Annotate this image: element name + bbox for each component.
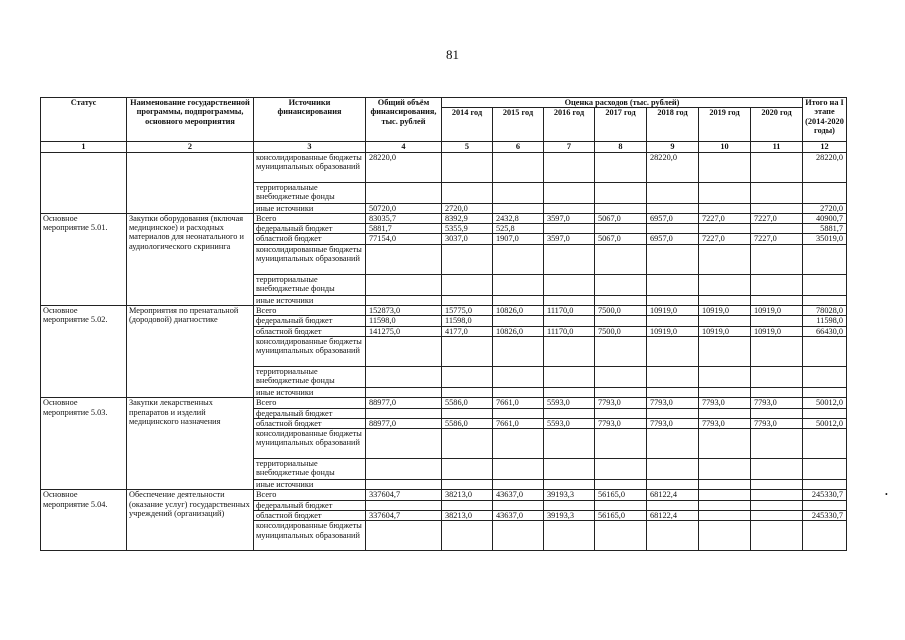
year-value-cell [442, 408, 493, 418]
total-cell: 337604,7 [366, 511, 442, 521]
table-body [41, 98, 847, 551]
column-number: 1 [41, 142, 127, 152]
year-value-cell: 8392,9 [442, 213, 493, 223]
itog-cell: 245330,7 [803, 511, 847, 521]
total-cell: 337604,7 [366, 490, 442, 500]
year-value-cell: 4177,0 [442, 326, 493, 336]
year-value-cell [699, 274, 751, 295]
itog-cell: 50012,0 [803, 418, 847, 428]
year-value-cell: 2432,8 [493, 213, 544, 223]
year-value-cell: 7661,0 [493, 418, 544, 428]
year-value-cell [544, 203, 595, 213]
source-cell: территориальные внебюджетные фонды [254, 182, 366, 203]
year-value-cell [493, 500, 544, 510]
source-cell: Всего [254, 306, 366, 316]
year-value-cell [699, 387, 751, 397]
total-cell [366, 274, 442, 295]
source-cell: областной бюджет [254, 511, 366, 521]
scan-mark: • [885, 490, 888, 499]
year-value-cell [442, 480, 493, 490]
year-value-cell [595, 274, 647, 295]
year-value-cell: 15775,0 [442, 306, 493, 316]
column-number: 5 [442, 142, 493, 152]
header-year: 2016 год [544, 108, 595, 142]
year-value-cell [699, 244, 751, 274]
year-value-cell [751, 182, 803, 203]
year-value-cell [442, 336, 493, 366]
year-value-cell [699, 521, 751, 551]
year-value-cell [595, 521, 647, 551]
year-value-cell: 10919,0 [699, 306, 751, 316]
year-value-cell [647, 408, 699, 418]
year-value-cell: 5067,0 [595, 213, 647, 223]
itog-cell: 11598,0 [803, 316, 847, 326]
itog-cell: 2720,0 [803, 203, 847, 213]
year-value-cell: 5593,0 [544, 398, 595, 408]
year-value-cell [595, 316, 647, 326]
itog-cell [803, 295, 847, 305]
column-number: 12 [803, 142, 847, 152]
year-value-cell [595, 203, 647, 213]
year-value-cell [544, 521, 595, 551]
year-value-cell: 7227,0 [751, 234, 803, 244]
column-number: 9 [647, 142, 699, 152]
source-cell: федеральный бюджет [254, 408, 366, 418]
status-cell: Основное мероприятие 5.03. [41, 398, 127, 490]
table-row [41, 306, 847, 316]
year-value-cell [595, 500, 647, 510]
year-value-cell [595, 244, 647, 274]
source-cell: Всего [254, 398, 366, 408]
itog-cell [803, 408, 847, 418]
header-total: Общий объём финансирования, тыс. рублей [366, 98, 442, 142]
year-value-cell: 43637,0 [493, 490, 544, 500]
total-cell [366, 295, 442, 305]
year-value-cell [544, 459, 595, 480]
year-value-cell [751, 316, 803, 326]
year-value-cell [493, 366, 544, 387]
year-value-cell: 1907,0 [493, 234, 544, 244]
table-row [41, 152, 847, 182]
itog-cell [803, 429, 847, 459]
itog-cell [803, 182, 847, 203]
year-value-cell [699, 224, 751, 234]
year-value-cell [544, 274, 595, 295]
year-value-cell [751, 490, 803, 500]
year-value-cell: 10919,0 [647, 326, 699, 336]
year-value-cell [493, 459, 544, 480]
year-value-cell [647, 480, 699, 490]
year-value-cell [751, 244, 803, 274]
source-cell: иные источники [254, 387, 366, 397]
year-value-cell [595, 429, 647, 459]
column-number: 3 [254, 142, 366, 152]
itog-cell: 40900,7 [803, 213, 847, 223]
year-value-cell: 3597,0 [544, 234, 595, 244]
total-cell: 50720,0 [366, 203, 442, 213]
year-value-cell [751, 521, 803, 551]
source-cell: территориальные внебюджетные фонды [254, 274, 366, 295]
year-value-cell [442, 429, 493, 459]
itog-cell [803, 244, 847, 274]
year-value-cell: 43637,0 [493, 511, 544, 521]
year-value-cell [699, 366, 751, 387]
year-value-cell [442, 152, 493, 182]
total-cell [366, 459, 442, 480]
year-value-cell: 5586,0 [442, 418, 493, 428]
year-value-cell [699, 480, 751, 490]
year-value-cell: 56165,0 [595, 490, 647, 500]
year-value-cell: 68122,4 [647, 511, 699, 521]
source-cell: Всего [254, 213, 366, 223]
year-value-cell [544, 224, 595, 234]
name-cell: Закупки лекарственных препаратов и изделий медицинского назначения [127, 398, 254, 490]
year-value-cell: 525,8 [493, 224, 544, 234]
table-row [41, 490, 847, 500]
year-value-cell [699, 152, 751, 182]
year-value-cell: 39193,3 [544, 511, 595, 521]
year-value-cell: 5067,0 [595, 234, 647, 244]
year-value-cell [647, 429, 699, 459]
source-cell: федеральный бюджет [254, 500, 366, 510]
year-value-cell [699, 459, 751, 480]
total-cell [366, 480, 442, 490]
year-value-cell [493, 429, 544, 459]
column-number: 2 [127, 142, 254, 152]
year-value-cell [544, 429, 595, 459]
year-value-cell: 10826,0 [493, 326, 544, 336]
year-value-cell [493, 521, 544, 551]
year-value-cell [699, 203, 751, 213]
name-cell: Мероприятия по пренатальной (дородовой) диагностике [127, 306, 254, 398]
itog-cell: 50012,0 [803, 398, 847, 408]
year-value-cell: 7661,0 [493, 398, 544, 408]
year-value-cell [595, 224, 647, 234]
total-cell: 88977,0 [366, 418, 442, 428]
year-value-cell [544, 182, 595, 203]
year-value-cell [493, 387, 544, 397]
year-value-cell [699, 295, 751, 305]
year-value-cell: 7793,0 [647, 418, 699, 428]
year-value-cell: 2720,0 [442, 203, 493, 213]
year-value-cell: 38213,0 [442, 490, 493, 500]
year-value-cell [647, 387, 699, 397]
year-value-cell [751, 459, 803, 480]
year-value-cell [595, 387, 647, 397]
header-name: Наименование государственной программы, подпрограммы, основного мероприятия [127, 98, 254, 142]
year-value-cell [493, 274, 544, 295]
itog-cell: 28220,0 [803, 152, 847, 182]
year-value-cell: 3037,0 [442, 234, 493, 244]
total-cell: 152873,0 [366, 306, 442, 316]
year-value-cell [699, 490, 751, 500]
year-value-cell [647, 366, 699, 387]
year-value-cell: 7227,0 [699, 213, 751, 223]
header-year: 2019 год [699, 108, 751, 142]
year-value-cell [595, 459, 647, 480]
year-value-cell [544, 366, 595, 387]
year-value-cell: 7500,0 [595, 306, 647, 316]
table-row [41, 398, 847, 408]
itog-cell: 78028,0 [803, 306, 847, 316]
year-value-cell: 10919,0 [699, 326, 751, 336]
total-cell: 5881,7 [366, 224, 442, 234]
year-value-cell: 7793,0 [647, 398, 699, 408]
itog-cell: 35019,0 [803, 234, 847, 244]
table-row [41, 213, 847, 223]
source-cell: территориальные внебюджетные фонды [254, 366, 366, 387]
total-cell [366, 182, 442, 203]
source-cell: областной бюджет [254, 326, 366, 336]
year-value-cell [493, 336, 544, 366]
source-cell: иные источники [254, 295, 366, 305]
year-value-cell [647, 203, 699, 213]
year-value-cell [751, 511, 803, 521]
year-value-cell [544, 480, 595, 490]
year-value-cell [647, 274, 699, 295]
total-cell: 88977,0 [366, 398, 442, 408]
year-value-cell [493, 480, 544, 490]
total-cell [366, 244, 442, 274]
year-value-cell: 7793,0 [751, 398, 803, 408]
status-cell: Основное мероприятие 5.02. [41, 306, 127, 398]
header-estimate: Оценка расходов (тыс. рублей) [442, 98, 803, 108]
year-value-cell [699, 316, 751, 326]
year-value-cell [699, 182, 751, 203]
year-value-cell: 39193,3 [544, 490, 595, 500]
source-cell: иные источники [254, 203, 366, 213]
year-value-cell: 7793,0 [699, 398, 751, 408]
itog-cell [803, 480, 847, 490]
status-cell: Основное мероприятие 5.04. [41, 490, 127, 551]
itog-cell [803, 366, 847, 387]
header-year: 2018 год [647, 108, 699, 142]
itog-cell: 5881,7 [803, 224, 847, 234]
year-value-cell: 68122,4 [647, 490, 699, 500]
year-value-cell [493, 295, 544, 305]
year-value-cell [751, 336, 803, 366]
source-cell: консолидированные бюджеты муниципальных образований [254, 152, 366, 182]
header-year: 2015 год [493, 108, 544, 142]
column-number: 7 [544, 142, 595, 152]
year-value-cell: 38213,0 [442, 511, 493, 521]
year-value-cell [751, 408, 803, 418]
year-value-cell [595, 336, 647, 366]
year-value-cell: 10919,0 [751, 306, 803, 316]
total-cell [366, 336, 442, 366]
year-value-cell [751, 387, 803, 397]
year-value-cell [751, 224, 803, 234]
column-number: 8 [595, 142, 647, 152]
year-value-cell [493, 244, 544, 274]
total-cell [366, 387, 442, 397]
year-value-cell: 10826,0 [493, 306, 544, 316]
year-value-cell [493, 316, 544, 326]
year-value-cell [699, 500, 751, 510]
total-cell: 28220,0 [366, 152, 442, 182]
year-value-cell: 6957,0 [647, 234, 699, 244]
source-cell: Всего [254, 490, 366, 500]
year-value-cell [647, 244, 699, 274]
year-value-cell [442, 366, 493, 387]
year-value-cell [699, 336, 751, 366]
year-value-cell [595, 152, 647, 182]
year-value-cell [544, 295, 595, 305]
year-value-cell: 28220,0 [647, 152, 699, 182]
itog-cell [803, 521, 847, 551]
year-value-cell: 7793,0 [699, 418, 751, 428]
year-value-cell [442, 500, 493, 510]
total-cell [366, 521, 442, 551]
year-value-cell [751, 203, 803, 213]
year-value-cell [647, 459, 699, 480]
year-value-cell: 10919,0 [751, 326, 803, 336]
year-value-cell [751, 366, 803, 387]
year-value-cell [442, 387, 493, 397]
header-itog: Итого на I этапе (2014-2020 годы) [803, 98, 847, 142]
year-value-cell [595, 480, 647, 490]
year-value-cell [699, 429, 751, 459]
column-number: 4 [366, 142, 442, 152]
source-cell: федеральный бюджет [254, 316, 366, 326]
source-cell: консолидированные бюджеты муниципальных образований [254, 336, 366, 366]
year-value-cell [442, 295, 493, 305]
year-value-cell [595, 408, 647, 418]
year-value-cell: 5586,0 [442, 398, 493, 408]
year-value-cell [544, 336, 595, 366]
source-cell: федеральный бюджет [254, 224, 366, 234]
itog-cell [803, 459, 847, 480]
source-cell: консолидированные бюджеты муниципальных образований [254, 429, 366, 459]
year-value-cell: 56165,0 [595, 511, 647, 521]
year-value-cell: 7793,0 [751, 418, 803, 428]
status-cell: Основное мероприятие 5.01. [41, 213, 127, 305]
source-cell: территориальные внебюджетные фонды [254, 459, 366, 480]
year-value-cell: 5593,0 [544, 418, 595, 428]
year-value-cell [442, 521, 493, 551]
total-cell [366, 429, 442, 459]
year-value-cell: 10919,0 [647, 306, 699, 316]
total-cell: 141275,0 [366, 326, 442, 336]
year-value-cell [442, 182, 493, 203]
total-cell: 77154,0 [366, 234, 442, 244]
year-value-cell [493, 152, 544, 182]
year-value-cell [647, 521, 699, 551]
year-value-cell [442, 274, 493, 295]
year-value-cell [647, 500, 699, 510]
year-value-cell: 7227,0 [699, 234, 751, 244]
source-cell: консолидированные бюджеты муниципальных образований [254, 521, 366, 551]
year-value-cell: 6957,0 [647, 213, 699, 223]
year-value-cell [544, 500, 595, 510]
itog-cell: 66430,0 [803, 326, 847, 336]
budget-table [40, 97, 847, 551]
header-status: Статус [41, 98, 127, 142]
year-value-cell [699, 408, 751, 418]
total-cell: 83035,7 [366, 213, 442, 223]
source-cell: областной бюджет [254, 418, 366, 428]
header-sources: Источники финансирования [254, 98, 366, 142]
year-value-cell [544, 152, 595, 182]
column-number: 10 [699, 142, 751, 152]
year-value-cell [647, 295, 699, 305]
year-value-cell: 11598,0 [442, 316, 493, 326]
status-cell [41, 152, 127, 213]
year-value-cell: 11170,0 [544, 306, 595, 316]
year-value-cell [544, 408, 595, 418]
year-value-cell [699, 511, 751, 521]
name-cell: Обеспечение деятельности (оказание услуг) государственных учреждений (организаций) [127, 490, 254, 551]
year-value-cell [493, 182, 544, 203]
source-cell: областной бюджет [254, 234, 366, 244]
column-number: 11 [751, 142, 803, 152]
total-cell [366, 408, 442, 418]
year-value-cell: 5355,9 [442, 224, 493, 234]
year-value-cell [751, 429, 803, 459]
total-cell [366, 366, 442, 387]
year-value-cell [544, 244, 595, 274]
itog-cell [803, 500, 847, 510]
year-value-cell [442, 244, 493, 274]
total-cell: 11598,0 [366, 316, 442, 326]
name-cell [127, 152, 254, 213]
year-value-cell [493, 408, 544, 418]
year-value-cell [751, 274, 803, 295]
name-cell: Закупки оборудования (включая медицинское) и расходных материалов для неонатального и аудиологического скрининга [127, 213, 254, 305]
header-year: 2014 год [442, 108, 493, 142]
year-value-cell: 7227,0 [751, 213, 803, 223]
year-value-cell [595, 295, 647, 305]
column-number: 6 [493, 142, 544, 152]
year-value-cell [751, 480, 803, 490]
header-year: 2017 год [595, 108, 647, 142]
year-value-cell [751, 500, 803, 510]
year-value-cell [647, 182, 699, 203]
year-value-cell [493, 203, 544, 213]
year-value-cell [751, 152, 803, 182]
year-value-cell [442, 459, 493, 480]
year-value-cell [751, 295, 803, 305]
year-value-cell [647, 316, 699, 326]
year-value-cell: 3597,0 [544, 213, 595, 223]
year-value-cell: 7500,0 [595, 326, 647, 336]
year-value-cell [544, 316, 595, 326]
year-value-cell: 7793,0 [595, 398, 647, 408]
total-cell [366, 500, 442, 510]
itog-cell [803, 336, 847, 366]
column-number-row [41, 142, 847, 152]
year-value-cell [595, 182, 647, 203]
page-number: 81 [446, 47, 459, 62]
source-cell: консолидированные бюджеты муниципальных образований [254, 244, 366, 274]
year-value-cell [647, 336, 699, 366]
header-row-1 [41, 98, 847, 108]
year-value-cell [647, 224, 699, 234]
year-value-cell [544, 387, 595, 397]
year-value-cell: 11170,0 [544, 326, 595, 336]
header-year: 2020 год [751, 108, 803, 142]
itog-cell: 245330,7 [803, 490, 847, 500]
itog-cell [803, 387, 847, 397]
year-value-cell [595, 366, 647, 387]
itog-cell [803, 274, 847, 295]
year-value-cell: 7793,0 [595, 418, 647, 428]
source-cell: иные источники [254, 480, 366, 490]
